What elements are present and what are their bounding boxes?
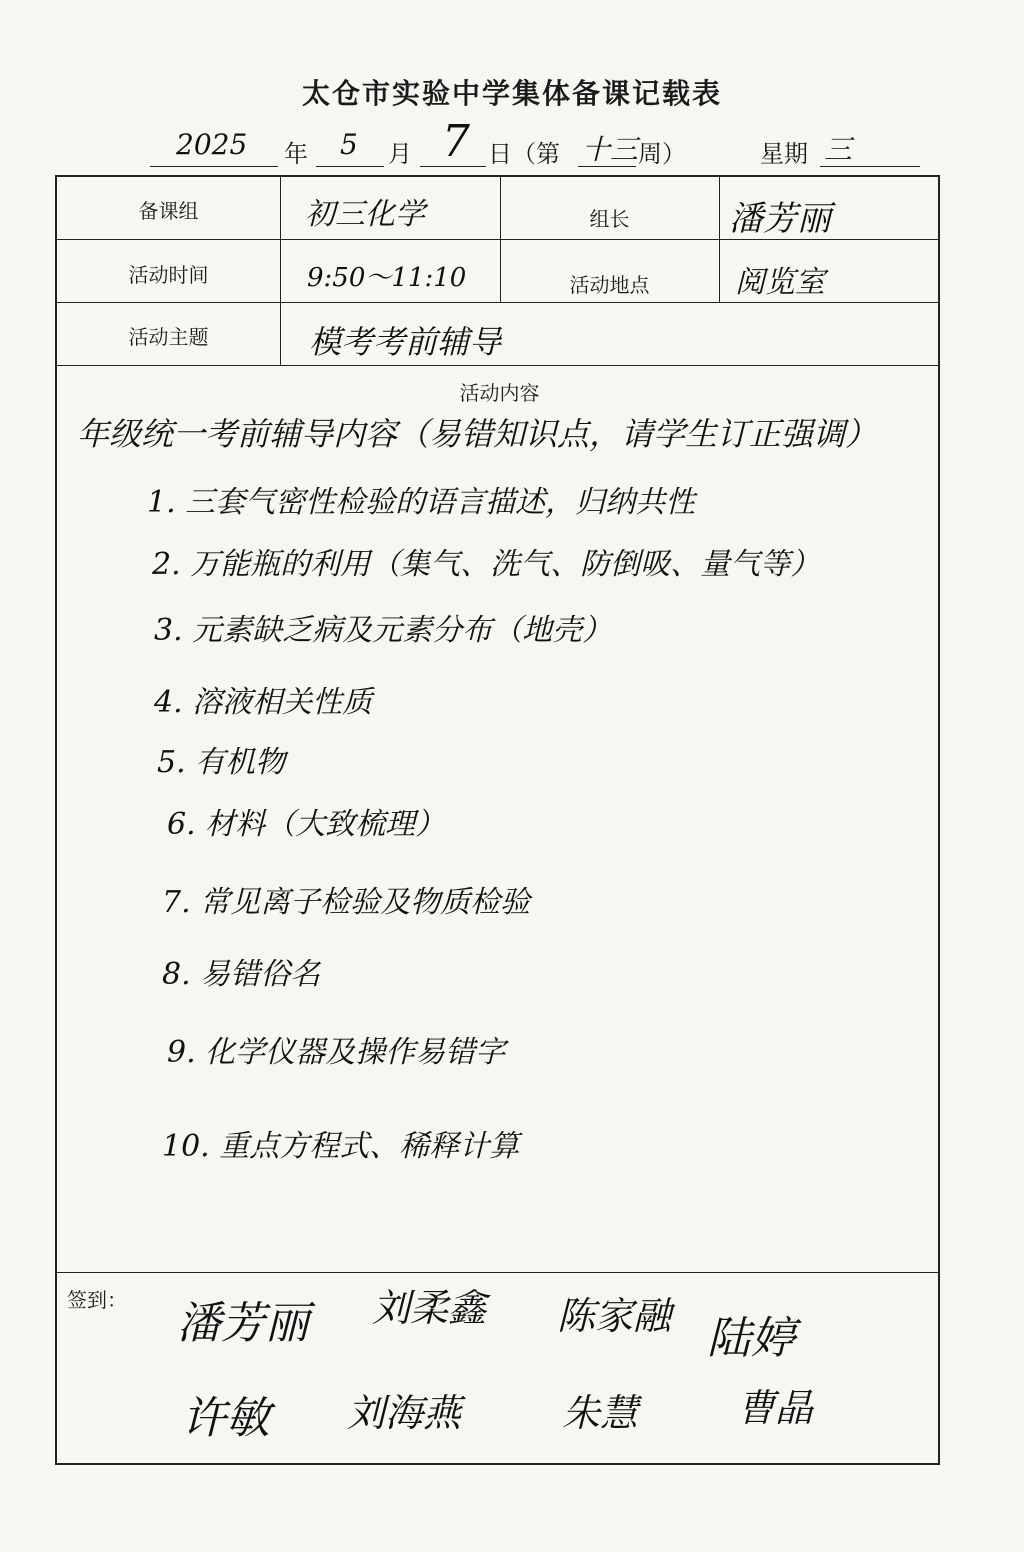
day-value: 7	[442, 116, 470, 167]
topic-label: 活动主题	[128, 325, 209, 349]
place-value: 阅览室	[735, 265, 825, 300]
date-line	[150, 116, 930, 172]
signature: 刘柔鑫	[372, 1286, 487, 1330]
year-label: 年	[284, 140, 308, 168]
time-value: 9:50～11:10	[307, 263, 467, 293]
content-item-9: 9. 化学仪器及操作易错字	[167, 1035, 506, 1070]
leader-value: 潘芳丽	[729, 199, 831, 239]
week-label: 周）	[638, 140, 686, 168]
row-divider	[57, 1272, 938, 1273]
content-intro: 年级统一考前辅导内容（易错知识点，请学生订正强调）	[77, 415, 878, 453]
signin-label: 签到：	[67, 1288, 127, 1312]
content-item-3: 3. 元素缺乏病及元素分布（地壳）	[154, 613, 613, 648]
form-title: 太仓市实验中学集体备课记载表	[301, 77, 722, 110]
content-item-6: 6. 材料（大致梳理）	[167, 807, 446, 842]
group-value: 初三化学	[305, 197, 425, 232]
content-item-10: 10. 重点方程式、稀释计算	[162, 1129, 520, 1164]
leader-label: 组长	[589, 207, 630, 231]
row-divider	[57, 365, 938, 366]
week-value: 十三	[582, 133, 639, 166]
signature: 陈家融	[557, 1294, 672, 1338]
col-divider	[280, 177, 281, 365]
col-divider	[719, 177, 720, 302]
content-item-4: 4. 溶液相关性质	[154, 685, 373, 720]
content-item-2: 2. 万能瓶的利用（集气、洗气、防倒吸、量气等）	[152, 547, 821, 582]
content-label: 活动内容	[459, 381, 540, 405]
place-label: 活动地点	[569, 273, 650, 297]
time-label: 活动时间	[128, 263, 209, 287]
weekday-label: 星期	[760, 140, 808, 168]
month-label: 月	[388, 140, 412, 168]
content-item-1: 1. 三套气密性检验的语言描述，归纳共性	[147, 485, 696, 520]
signature: 陆婷	[707, 1313, 795, 1364]
group-label: 备课组	[138, 199, 199, 223]
content-item-5: 5. 有机物	[157, 745, 286, 780]
signature: 曹晶	[737, 1386, 814, 1430]
weekday-value: 三	[824, 133, 853, 166]
signature: 许敏	[182, 1393, 270, 1444]
content-item-7: 7. 常见离子检验及物质检验	[162, 885, 531, 920]
signature: 朱慧	[562, 1391, 639, 1435]
row-divider	[57, 302, 938, 303]
month-value: 5	[340, 128, 358, 161]
year-value: 2025	[176, 128, 248, 161]
signature: 潘芳丽	[177, 1298, 309, 1349]
lesson-prep-form	[55, 175, 940, 1465]
content-item-8: 8. 易错俗名	[162, 957, 321, 992]
signature: 刘海燕	[347, 1391, 462, 1435]
day-label: 日（第	[488, 140, 560, 168]
topic-value: 模考考前辅导	[309, 323, 502, 361]
